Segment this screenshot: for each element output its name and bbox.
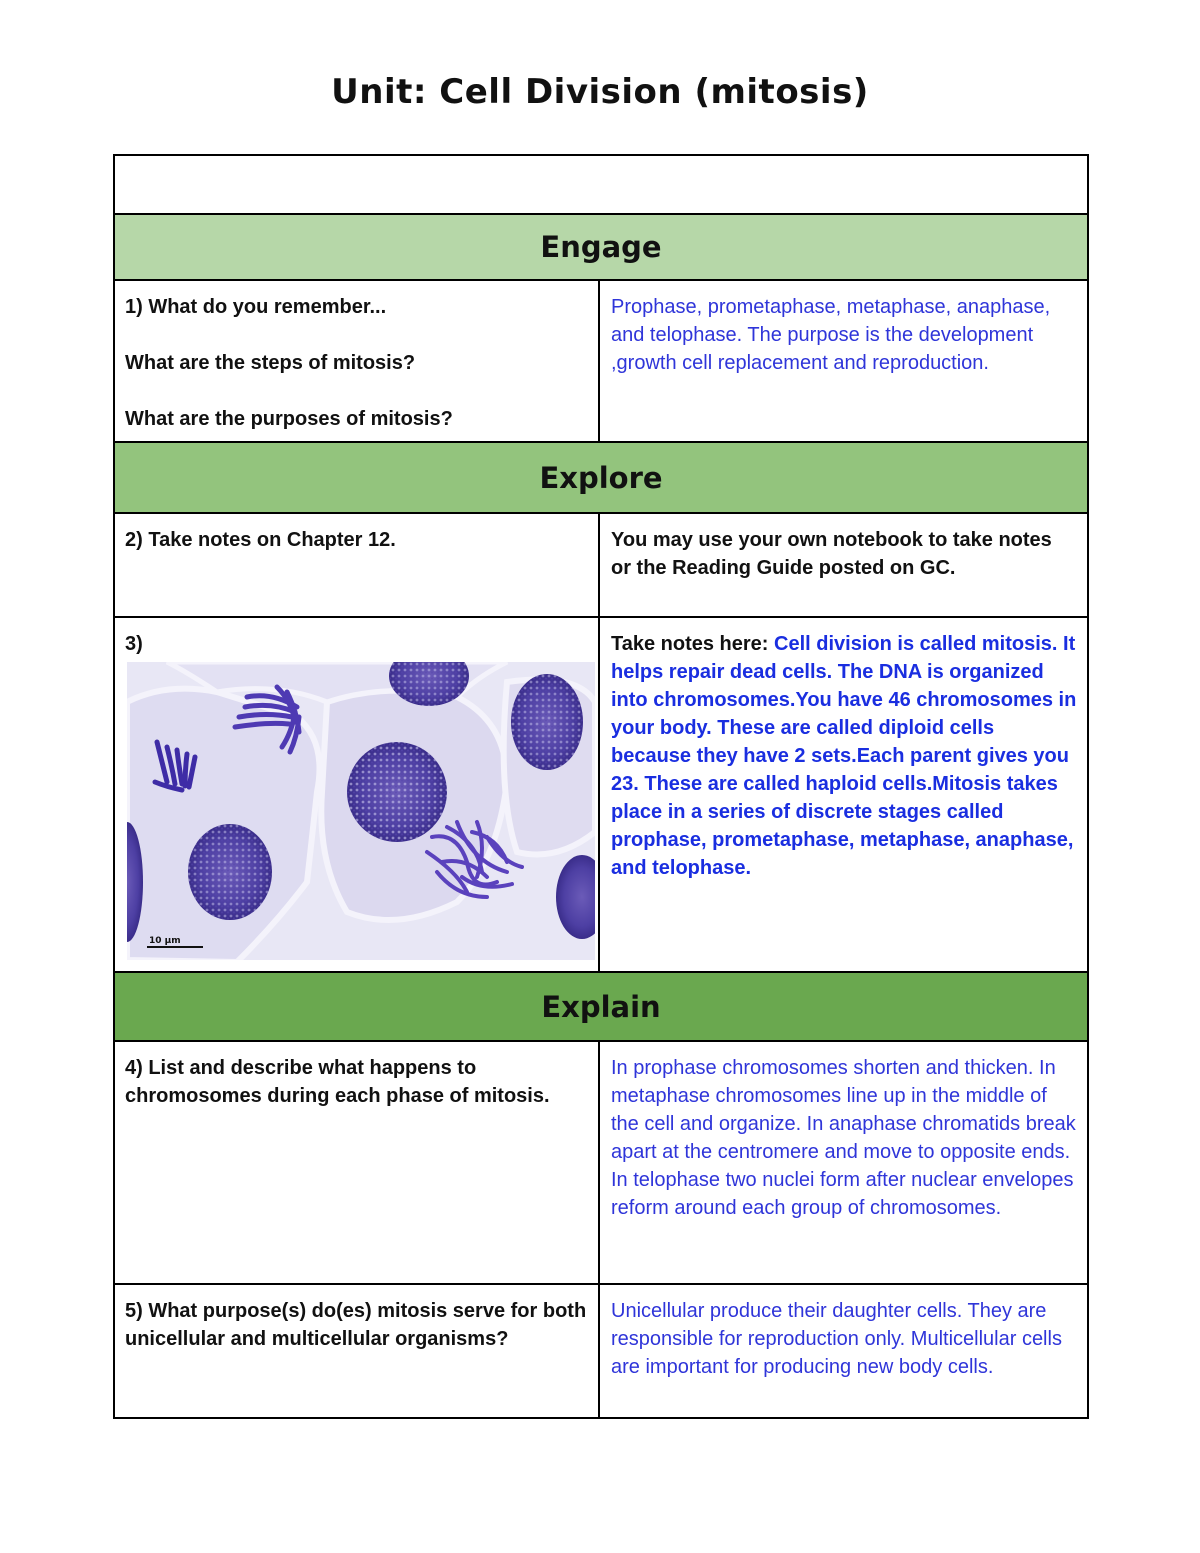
- answer-2-cell: You may use your own notebook to take notes or the Reading Guide posted on GC.: [599, 513, 1088, 617]
- question-1-line-1: 1) What do you remember...: [125, 296, 387, 318]
- question-5-cell: 5) What purpose(s) do(es) mitosis serve for both unicellular and multicellular organisms?: [114, 1284, 599, 1418]
- engage-header-row: [114, 214, 1088, 280]
- question-1-line-2: What are the steps of mitosis?: [125, 352, 416, 374]
- explore-heading: Explore: [114, 442, 1088, 513]
- question-3-cell: [114, 617, 599, 972]
- question-3-label: 3): [125, 633, 143, 655]
- explore-header-row: [114, 442, 1088, 513]
- worksheet-table: [113, 154, 1089, 1419]
- question-row-4: [114, 1041, 1088, 1284]
- answer-3-cell[interactable]: [599, 617, 1088, 972]
- question-row-3: [114, 617, 1088, 972]
- answer-4-cell[interactable]: In prophase chromosomes shorten and thicken. In metaphase chromosomes line up in the middle of the cell and organize. In anaphase chromatids break apart at the centromere and move to opposite ends. In telophase two nuclei form after nuclear envelopes reform around each group of chromosomes.: [599, 1041, 1088, 1284]
- scale-bar-label: 10 µm: [149, 936, 181, 946]
- mitosis-micrograph: [127, 662, 595, 960]
- engage-heading: Engage: [114, 214, 1088, 280]
- page-title: Unit: Cell Division (mitosis): [331, 72, 869, 112]
- explain-heading: Explain: [114, 972, 1088, 1041]
- question-4-cell: 4) List and describe what happens to chromosomes during each phase of mitosis.: [114, 1041, 599, 1284]
- question-row-2: [114, 513, 1088, 617]
- blank-row: [114, 155, 1088, 214]
- question-2-cell: 2) Take notes on Chapter 12.: [114, 513, 599, 617]
- explain-header-row: [114, 972, 1088, 1041]
- question-1-cell: [114, 280, 599, 442]
- answer-1-cell[interactable]: Prophase, prometaphase, metaphase, anaphase, and telophase. The purpose is the development ,growth cell replacement and reproduction.: [599, 280, 1088, 442]
- answer-5-cell[interactable]: Unicellular produce their daughter cells. They are responsible for reproduction only. Multicellular cells are important for producing new body cells.: [599, 1284, 1088, 1418]
- question-row-5: [114, 1284, 1088, 1418]
- question-1-line-3: What are the purposes of mitosis?: [125, 408, 453, 430]
- answer-3-label: Take notes here:: [611, 633, 775, 655]
- question-row-1: [114, 280, 1088, 442]
- answer-3-notes: Cell division is called mitosis. It helps repair dead cells. The DNA is organized into chromosomes.You have 46 chromosomes in your body. These are called diploid cells because they have 2 sets.Each parent gives you 23. These are called haploid cells.Mitosis takes place in a series of discrete stages called prophase, prometaphase, metaphase, anaphase, and telophase.: [611, 633, 1077, 879]
